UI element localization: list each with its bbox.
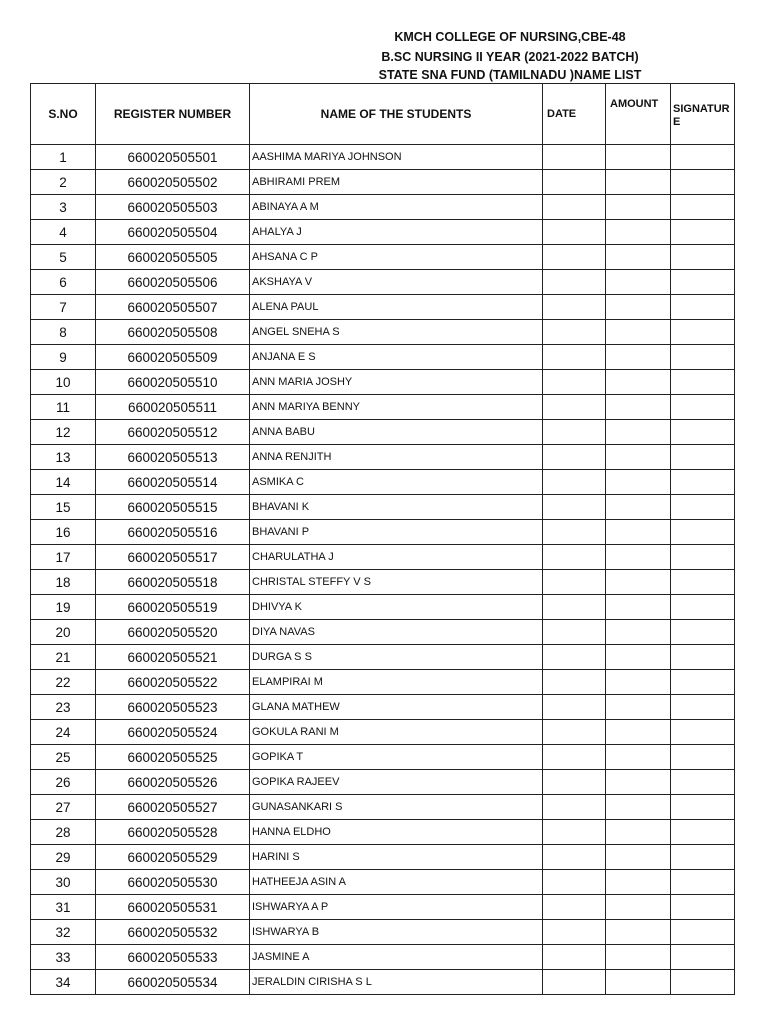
row-student-name: ANNA RENJITH xyxy=(250,445,543,470)
row-student-name: JERALDIN CIRISHA S L xyxy=(250,970,543,995)
row-amount-cell xyxy=(606,245,671,270)
row-date-cell xyxy=(543,970,606,995)
row-student-name: CHARULATHA J xyxy=(250,545,543,570)
row-amount-cell xyxy=(606,495,671,520)
table-row xyxy=(31,395,735,420)
row-date-cell xyxy=(543,920,606,945)
row-sno: 20 xyxy=(31,620,96,645)
row-register-number: 660020505531 xyxy=(96,895,250,920)
table-row xyxy=(31,220,735,245)
table-row xyxy=(31,620,735,645)
row-register-number: 660020505528 xyxy=(96,820,250,845)
row-sno: 34 xyxy=(31,970,96,995)
row-student-name: AKSHAYA V xyxy=(250,270,543,295)
row-sno: 29 xyxy=(31,845,96,870)
row-signature-cell xyxy=(671,620,735,645)
row-amount-cell xyxy=(606,295,671,320)
row-register-number: 660020505509 xyxy=(96,345,250,370)
row-signature-cell xyxy=(671,395,735,420)
row-amount-cell xyxy=(606,145,671,170)
row-amount-cell xyxy=(606,320,671,345)
table-row xyxy=(31,970,735,995)
header-signature: SIGNATURE xyxy=(671,84,735,145)
row-register-number: 660020505517 xyxy=(96,545,250,570)
row-signature-cell xyxy=(671,870,735,895)
row-sno: 16 xyxy=(31,520,96,545)
student-fund-table xyxy=(30,83,735,995)
row-student-name: ASMIKA C xyxy=(250,470,543,495)
row-register-number: 660020505502 xyxy=(96,170,250,195)
row-signature-cell xyxy=(671,920,735,945)
row-register-number: 660020505523 xyxy=(96,695,250,720)
row-register-number: 660020505503 xyxy=(96,195,250,220)
table-header-row xyxy=(31,84,735,145)
row-date-cell xyxy=(543,320,606,345)
row-student-name: AHSANA C P xyxy=(250,245,543,270)
row-amount-cell xyxy=(606,620,671,645)
row-amount-cell xyxy=(606,845,671,870)
row-register-number: 660020505507 xyxy=(96,295,250,320)
row-student-name: DHIVYA K xyxy=(250,595,543,620)
table-row xyxy=(31,320,735,345)
row-date-cell xyxy=(543,470,606,495)
header-amount: AMOUNT xyxy=(606,84,671,145)
row-signature-cell xyxy=(671,170,735,195)
row-signature-cell xyxy=(671,645,735,670)
row-signature-cell xyxy=(671,820,735,845)
row-signature-cell xyxy=(671,320,735,345)
row-register-number: 660020505508 xyxy=(96,320,250,345)
row-sno: 32 xyxy=(31,920,96,945)
row-amount-cell xyxy=(606,670,671,695)
row-sno: 19 xyxy=(31,595,96,620)
row-date-cell xyxy=(543,495,606,520)
row-signature-cell xyxy=(671,970,735,995)
row-date-cell xyxy=(543,370,606,395)
row-date-cell xyxy=(543,945,606,970)
table-row xyxy=(31,645,735,670)
row-date-cell xyxy=(543,845,606,870)
table-row xyxy=(31,495,735,520)
row-student-name: AASHIMA MARIYA JOHNSON xyxy=(250,145,543,170)
row-sno: 12 xyxy=(31,420,96,445)
row-student-name: ANNA BABU xyxy=(250,420,543,445)
row-signature-cell xyxy=(671,495,735,520)
table-row xyxy=(31,345,735,370)
row-sno: 5 xyxy=(31,245,96,270)
row-amount-cell xyxy=(606,520,671,545)
row-date-cell xyxy=(543,295,606,320)
row-signature-cell xyxy=(671,420,735,445)
row-date-cell xyxy=(543,595,606,620)
row-register-number: 660020505527 xyxy=(96,795,250,820)
row-register-number: 660020505510 xyxy=(96,370,250,395)
row-amount-cell xyxy=(606,195,671,220)
row-register-number: 660020505515 xyxy=(96,495,250,520)
row-register-number: 660020505511 xyxy=(96,395,250,420)
row-sno: 8 xyxy=(31,320,96,345)
row-amount-cell xyxy=(606,695,671,720)
row-student-name: GUNASANKARI S xyxy=(250,795,543,820)
row-signature-cell xyxy=(671,445,735,470)
row-register-number: 660020505506 xyxy=(96,270,250,295)
row-student-name: ANN MARIA JOSHY xyxy=(250,370,543,395)
row-amount-cell xyxy=(606,870,671,895)
table-row xyxy=(31,420,735,445)
header-student-name: NAME OF THE STUDENTS xyxy=(250,84,543,145)
row-amount-cell xyxy=(606,895,671,920)
row-register-number: 660020505513 xyxy=(96,445,250,470)
row-student-name: ABINAYA A M xyxy=(250,195,543,220)
table-row xyxy=(31,795,735,820)
row-amount-cell xyxy=(606,220,671,245)
row-date-cell xyxy=(543,195,606,220)
row-signature-cell xyxy=(671,745,735,770)
table-row xyxy=(31,820,735,845)
table-row xyxy=(31,570,735,595)
row-amount-cell xyxy=(606,445,671,470)
row-sno: 22 xyxy=(31,670,96,695)
row-register-number: 660020505522 xyxy=(96,670,250,695)
row-sno: 18 xyxy=(31,570,96,595)
row-date-cell xyxy=(543,570,606,595)
row-date-cell xyxy=(543,670,606,695)
row-register-number: 660020505534 xyxy=(96,970,250,995)
row-date-cell xyxy=(543,420,606,445)
table-row xyxy=(31,720,735,745)
row-amount-cell xyxy=(606,395,671,420)
row-amount-cell xyxy=(606,820,671,845)
row-amount-cell xyxy=(606,570,671,595)
table-row xyxy=(31,845,735,870)
row-student-name: GOPIKA T xyxy=(250,745,543,770)
header-sno: S.NO xyxy=(31,84,96,145)
row-signature-cell xyxy=(671,520,735,545)
row-sno: 27 xyxy=(31,795,96,820)
row-sno: 28 xyxy=(31,820,96,845)
row-student-name: JASMINE A xyxy=(250,945,543,970)
row-amount-cell xyxy=(606,645,671,670)
row-date-cell xyxy=(543,345,606,370)
row-date-cell xyxy=(543,720,606,745)
row-sno: 31 xyxy=(31,895,96,920)
table-row xyxy=(31,670,735,695)
table-row xyxy=(31,245,735,270)
row-student-name: ANGEL SNEHA S xyxy=(250,320,543,345)
row-signature-cell xyxy=(671,145,735,170)
row-register-number: 660020505504 xyxy=(96,220,250,245)
row-amount-cell xyxy=(606,970,671,995)
row-sno: 30 xyxy=(31,870,96,895)
row-date-cell xyxy=(543,145,606,170)
row-sno: 33 xyxy=(31,945,96,970)
row-signature-cell xyxy=(671,470,735,495)
row-amount-cell xyxy=(606,420,671,445)
row-signature-cell xyxy=(671,845,735,870)
row-amount-cell xyxy=(606,170,671,195)
row-amount-cell xyxy=(606,770,671,795)
row-student-name: ANN MARIYA BENNY xyxy=(250,395,543,420)
row-sno: 24 xyxy=(31,720,96,745)
row-student-name: HATHEEJA ASIN A xyxy=(250,870,543,895)
row-signature-cell xyxy=(671,570,735,595)
row-register-number: 660020505520 xyxy=(96,620,250,645)
row-date-cell xyxy=(543,245,606,270)
row-signature-cell xyxy=(671,545,735,570)
row-register-number: 660020505525 xyxy=(96,745,250,770)
row-signature-cell xyxy=(671,895,735,920)
row-date-cell xyxy=(543,795,606,820)
row-date-cell xyxy=(543,395,606,420)
row-register-number: 660020505512 xyxy=(96,420,250,445)
table-row xyxy=(31,695,735,720)
row-signature-cell xyxy=(671,770,735,795)
row-sno: 15 xyxy=(31,495,96,520)
row-signature-cell xyxy=(671,795,735,820)
row-register-number: 660020505530 xyxy=(96,870,250,895)
row-register-number: 660020505521 xyxy=(96,645,250,670)
row-date-cell xyxy=(543,220,606,245)
row-register-number: 660020505518 xyxy=(96,570,250,595)
row-student-name: GLANA MATHEW xyxy=(250,695,543,720)
row-date-cell xyxy=(543,695,606,720)
row-date-cell xyxy=(543,520,606,545)
table-row xyxy=(31,895,735,920)
college-title: KMCH COLLEGE OF NURSING,CBE-48 xyxy=(394,30,626,44)
row-register-number: 660020505516 xyxy=(96,520,250,545)
table-row xyxy=(31,445,735,470)
row-amount-cell xyxy=(606,595,671,620)
row-student-name: CHRISTAL STEFFY V S xyxy=(250,570,543,595)
table-row xyxy=(31,745,735,770)
row-register-number: 660020505524 xyxy=(96,720,250,745)
row-student-name: ABHIRAMI PREM xyxy=(250,170,543,195)
row-signature-cell xyxy=(671,220,735,245)
row-date-cell xyxy=(543,645,606,670)
row-student-name: BHAVANI P xyxy=(250,520,543,545)
table-row xyxy=(31,145,735,170)
row-signature-cell xyxy=(671,245,735,270)
row-student-name: GOKULA RANI M xyxy=(250,720,543,745)
row-register-number: 660020505526 xyxy=(96,770,250,795)
row-date-cell xyxy=(543,620,606,645)
row-register-number: 660020505533 xyxy=(96,945,250,970)
row-sno: 17 xyxy=(31,545,96,570)
row-student-name: DURGA S S xyxy=(250,645,543,670)
row-signature-cell xyxy=(671,595,735,620)
row-amount-cell xyxy=(606,920,671,945)
row-date-cell xyxy=(543,270,606,295)
row-student-name: HARINI S xyxy=(250,845,543,870)
table-body xyxy=(31,145,735,995)
row-amount-cell xyxy=(606,945,671,970)
table-row xyxy=(31,170,735,195)
row-register-number: 660020505505 xyxy=(96,245,250,270)
row-amount-cell xyxy=(606,270,671,295)
row-signature-cell xyxy=(671,695,735,720)
row-date-cell xyxy=(543,895,606,920)
row-sno: 10 xyxy=(31,370,96,395)
row-student-name: ISHWARYA B xyxy=(250,920,543,945)
row-signature-cell xyxy=(671,295,735,320)
row-sno: 4 xyxy=(31,220,96,245)
row-student-name: ALENA PAUL xyxy=(250,295,543,320)
row-signature-cell xyxy=(671,720,735,745)
row-sno: 23 xyxy=(31,695,96,720)
table-row xyxy=(31,770,735,795)
row-sno: 14 xyxy=(31,470,96,495)
row-sno: 7 xyxy=(31,295,96,320)
row-sno: 2 xyxy=(31,170,96,195)
table-row xyxy=(31,370,735,395)
row-register-number: 660020505519 xyxy=(96,595,250,620)
row-sno: 21 xyxy=(31,645,96,670)
header-register-number: REGISTER NUMBER xyxy=(96,84,250,145)
table-row xyxy=(31,195,735,220)
row-amount-cell xyxy=(606,720,671,745)
row-signature-cell xyxy=(671,195,735,220)
row-student-name: GOPIKA RAJEEV xyxy=(250,770,543,795)
row-amount-cell xyxy=(606,545,671,570)
row-signature-cell xyxy=(671,370,735,395)
row-signature-cell xyxy=(671,670,735,695)
row-date-cell xyxy=(543,445,606,470)
table-row xyxy=(31,595,735,620)
row-sno: 6 xyxy=(31,270,96,295)
table-row xyxy=(31,295,735,320)
row-amount-cell xyxy=(606,470,671,495)
row-student-name: BHAVANI K xyxy=(250,495,543,520)
row-signature-cell xyxy=(671,945,735,970)
row-sno: 26 xyxy=(31,770,96,795)
row-date-cell xyxy=(543,770,606,795)
header-date: DATE xyxy=(543,84,606,145)
row-signature-cell xyxy=(671,345,735,370)
batch-subtitle: B.SC NURSING II YEAR (2021-2022 BATCH) xyxy=(381,50,639,64)
table-row xyxy=(31,945,735,970)
row-student-name: AHALYA J xyxy=(250,220,543,245)
row-amount-cell xyxy=(606,795,671,820)
table-row xyxy=(31,870,735,895)
table-row xyxy=(31,545,735,570)
row-date-cell xyxy=(543,545,606,570)
row-amount-cell xyxy=(606,745,671,770)
table-row xyxy=(31,520,735,545)
row-student-name: DIYA NAVAS xyxy=(250,620,543,645)
row-student-name: ELAMPIRAI M xyxy=(250,670,543,695)
row-register-number: 660020505529 xyxy=(96,845,250,870)
row-register-number: 660020505514 xyxy=(96,470,250,495)
row-signature-cell xyxy=(671,270,735,295)
row-register-number: 660020505532 xyxy=(96,920,250,945)
row-date-cell xyxy=(543,745,606,770)
row-date-cell xyxy=(543,170,606,195)
row-sno: 3 xyxy=(31,195,96,220)
row-sno: 11 xyxy=(31,395,96,420)
row-sno: 9 xyxy=(31,345,96,370)
row-date-cell xyxy=(543,820,606,845)
row-amount-cell xyxy=(606,370,671,395)
table-row xyxy=(31,470,735,495)
row-student-name: ANJANA E S xyxy=(250,345,543,370)
row-register-number: 660020505501 xyxy=(96,145,250,170)
row-sno: 25 xyxy=(31,745,96,770)
row-student-name: ISHWARYA A P xyxy=(250,895,543,920)
list-subtitle: STATE SNA FUND (TAMILNADU )NAME LIST xyxy=(378,68,642,82)
row-date-cell xyxy=(543,870,606,895)
table-row xyxy=(31,270,735,295)
row-sno: 1 xyxy=(31,145,96,170)
row-amount-cell xyxy=(606,345,671,370)
row-sno: 13 xyxy=(31,445,96,470)
table-row xyxy=(31,920,735,945)
row-student-name: HANNA ELDHO xyxy=(250,820,543,845)
